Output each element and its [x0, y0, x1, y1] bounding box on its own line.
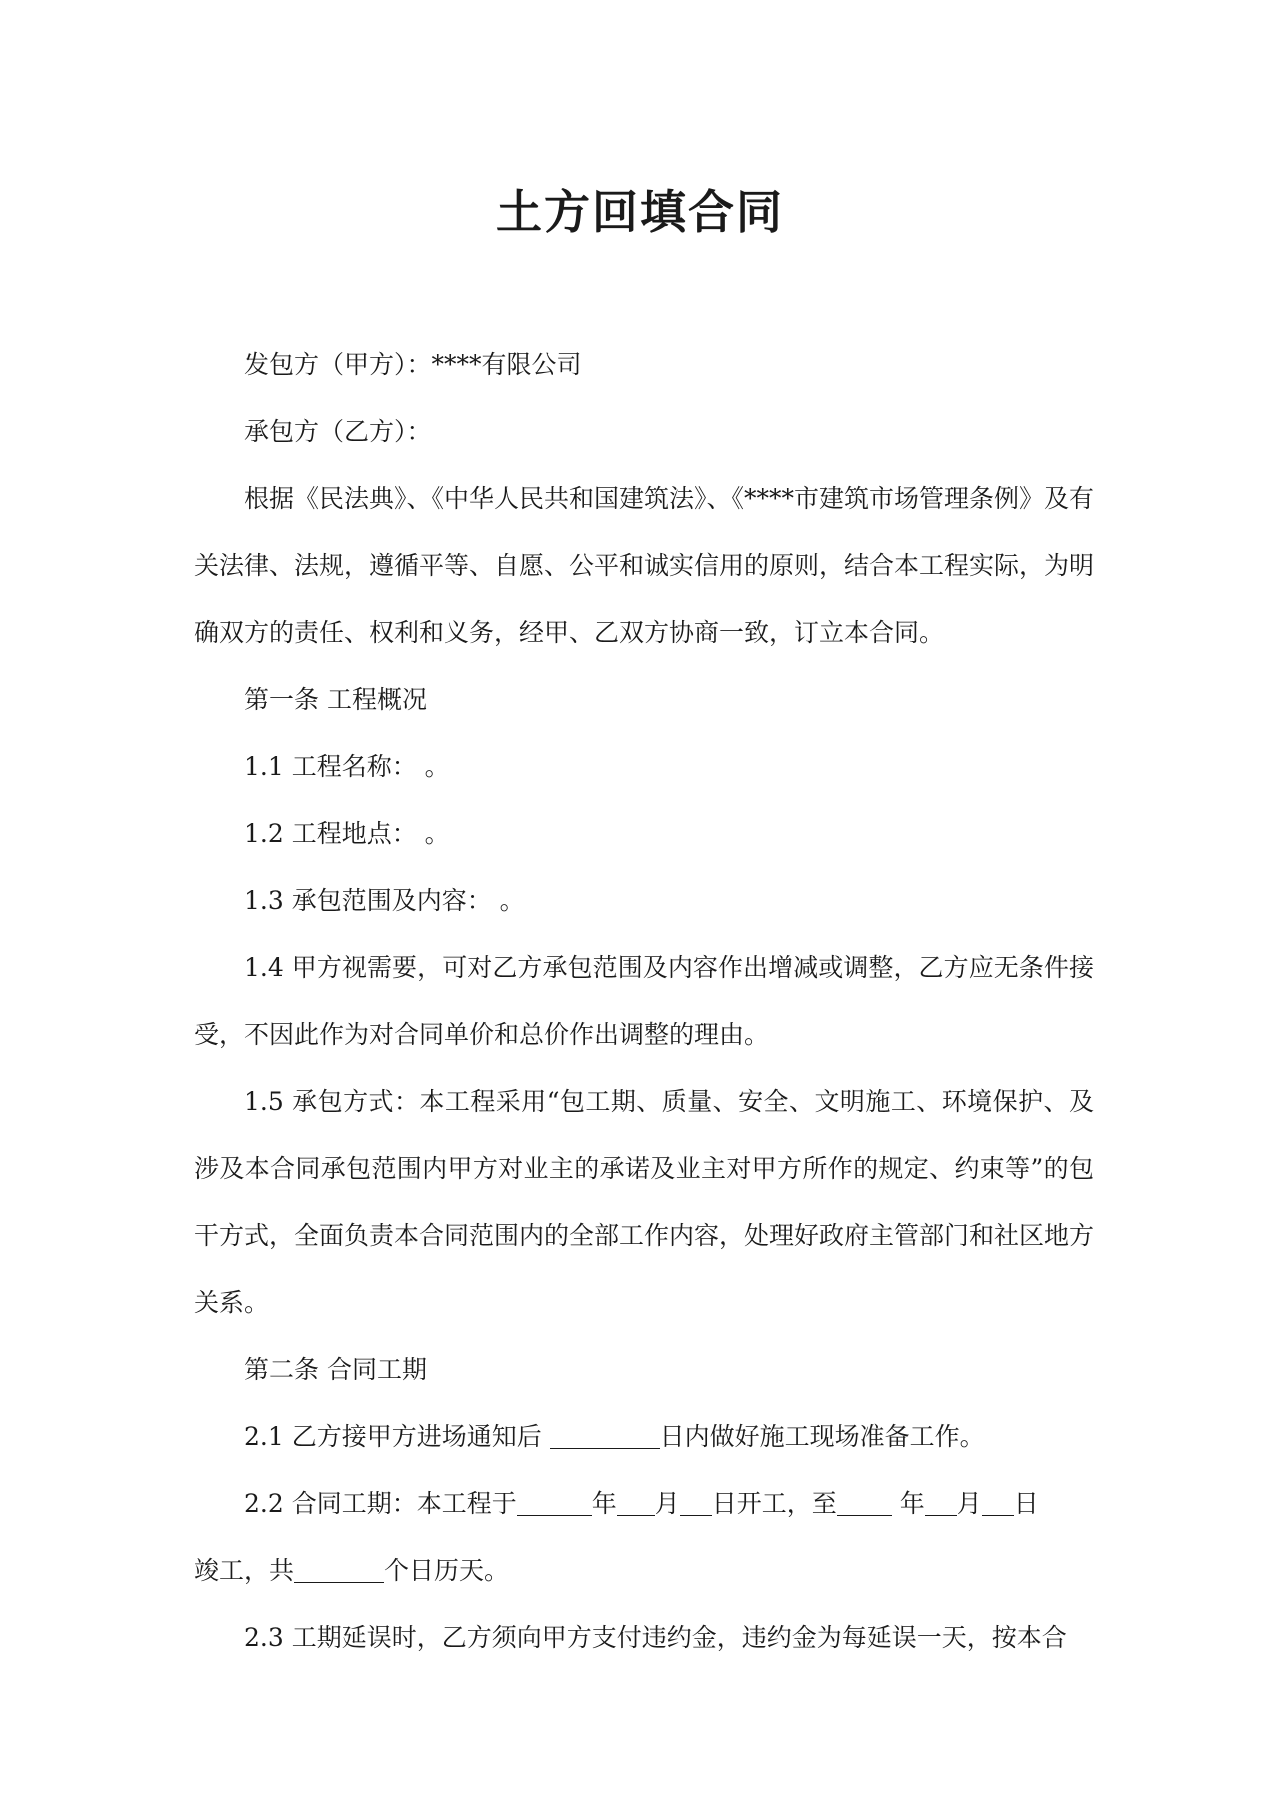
clause-1-2: 1.2 工程地点： 。	[244, 819, 450, 848]
start-day-blank	[680, 1485, 712, 1516]
party-b-line: 承包方（乙方）：	[244, 417, 432, 446]
end-day-blank	[982, 1485, 1014, 1516]
clause-2-1-suffix: 日内做好施工现场准备工作。	[659, 1422, 985, 1451]
start-day-label: 日开工，至	[711, 1489, 837, 1518]
clause-2-1-prefix: 2.1 乙方接甲方进场通知后	[244, 1422, 550, 1451]
party-a-line: 发包方（甲方）：****有限公司	[244, 350, 582, 379]
start-month-label: 月	[654, 1489, 680, 1518]
start-month-blank	[617, 1485, 655, 1516]
end-year-label: 年	[891, 1489, 925, 1518]
clause-2-3: 2.3 工期延误时，乙方须向甲方支付违约金，违约金为每延误一天，按本合	[244, 1623, 1067, 1652]
clause-2-2-line2-prefix: 竣工，共	[194, 1556, 295, 1585]
clause-1-4: 1.4 甲方视需要，可对乙方承包范围及内容作出增减或调整，乙方应无条件接受，不因此作为对合同单价和总价作出调整的理由。	[194, 953, 1094, 1049]
preamble-paragraph: 根据《民法典》、《中华人民共和国建筑法》、《****市建筑市场管理条例》及有关法律、法规，遵循平等、自愿、公平和诚实信用的原则，结合本工程实际，为明确双方的责任、权利和义务，经甲、乙双方协商一致，订立本合同。	[194, 484, 1095, 647]
article-2-heading: 第二条 合同工期	[244, 1355, 427, 1384]
document-title: 土方回填合同	[496, 185, 784, 239]
clause-2-2-prefix: 2.2 合同工期：本工程于	[244, 1489, 517, 1518]
end-year-blank	[837, 1485, 892, 1516]
clause-1-1: 1.1 工程名称： 。	[244, 752, 450, 781]
clause-1-3: 1.3 承包范围及内容： 。	[244, 886, 525, 915]
document-body	[194, 331, 1094, 1671]
total-days-blank	[294, 1552, 384, 1583]
end-month-label: 月	[956, 1489, 982, 1518]
clause-1-5: 1.5 承包方式：本工程采用“包工期、质量、安全、文明施工、环境保护、及涉及本合同承包范围内甲方对业主的承诺及业主对甲方所作的规定、约束等”的包干方式，全面负责本合同范围内的全部工作内容，处理好政府主管部门和社区地方关系。	[194, 1087, 1095, 1317]
clause-2-2-continued	[194, 1537, 1094, 1604]
clause-2-2-line2-suffix: 个日历天。	[384, 1556, 510, 1585]
article-1-heading: 第一条 工程概况	[244, 685, 427, 714]
days-blank	[550, 1418, 660, 1449]
clause-2-1	[194, 1403, 1094, 1470]
clause-2-2	[194, 1470, 1094, 1537]
start-year-blank	[517, 1485, 592, 1516]
end-month-blank	[925, 1485, 957, 1516]
end-day-label: 日	[1013, 1489, 1039, 1518]
start-year-label: 年	[591, 1489, 617, 1518]
